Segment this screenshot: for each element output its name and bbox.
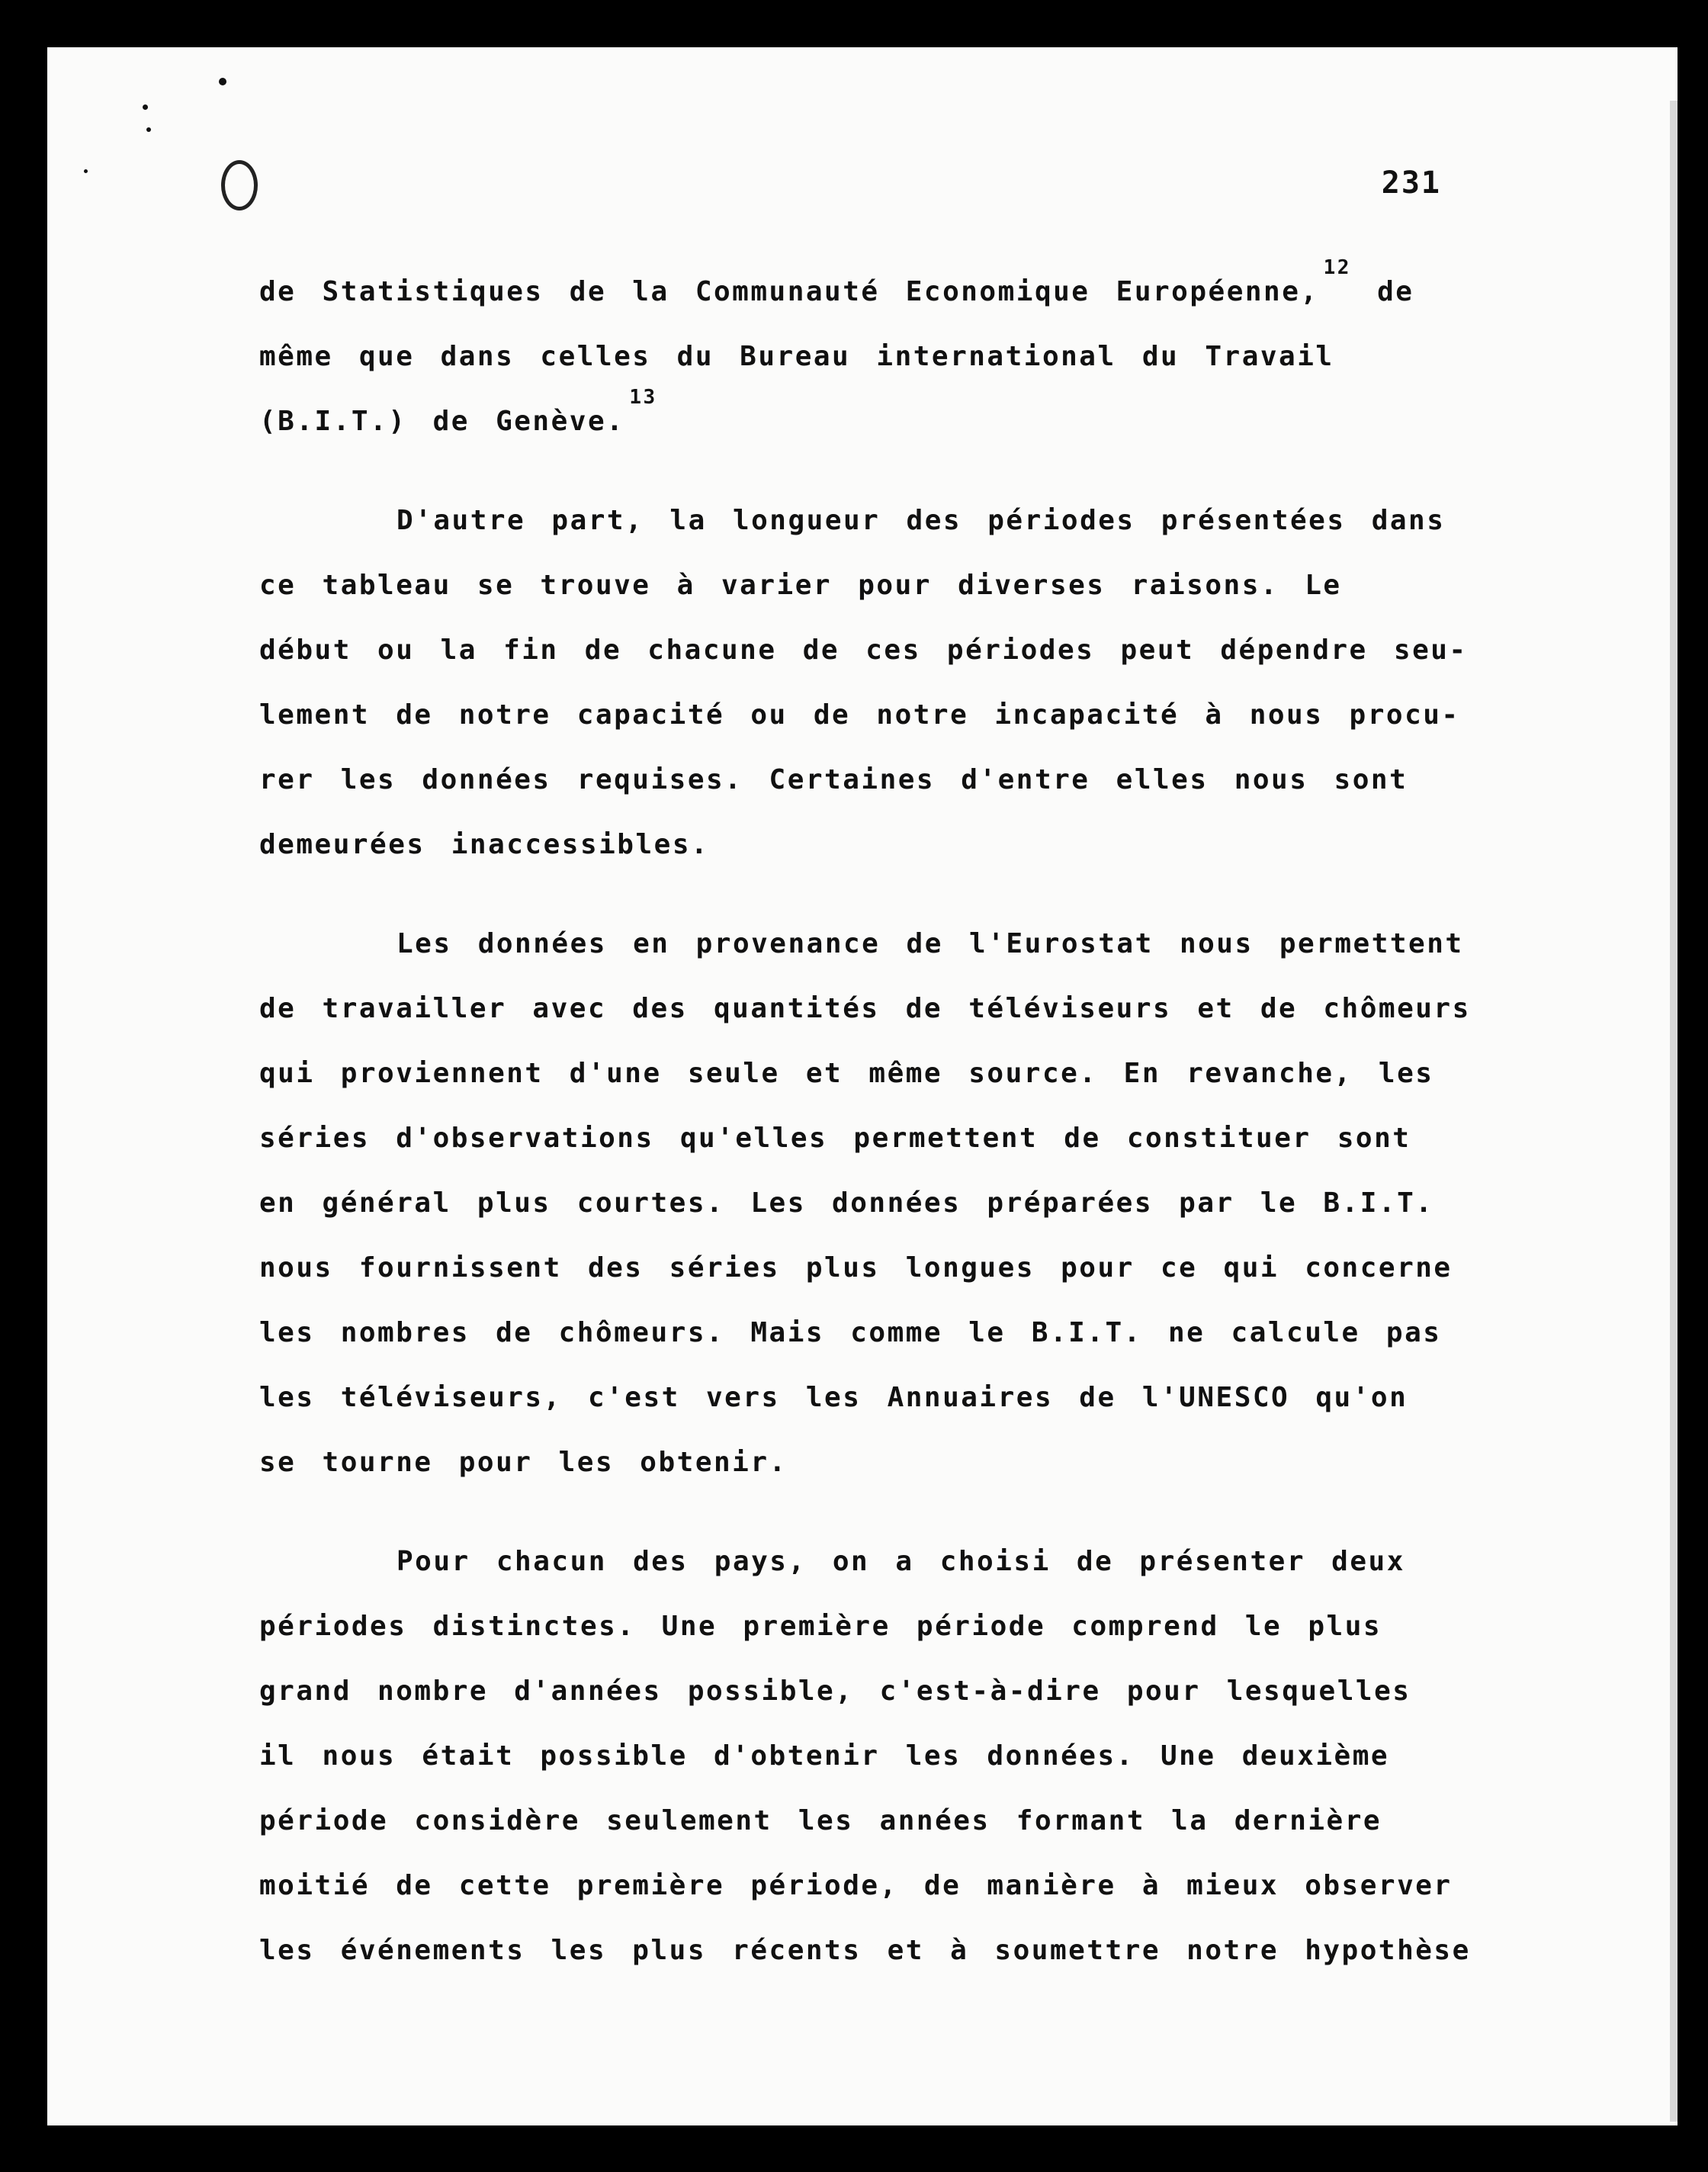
scan-speck: [146, 127, 151, 132]
text-line: les téléviseurs, c'est vers les Annuaires de l'UNESCO qu'on: [259, 1382, 1408, 1413]
text-line: (B.I.T.) de Genève.$^{13}$: [259, 386, 657, 437]
text-line: en général plus courtes. Les données préparées par le B.I.T.: [259, 1187, 1434, 1219]
footnote-ref-13: 13: [629, 386, 657, 409]
text-line: même que dans celles du Bureau international du Travail: [259, 341, 1334, 372]
text-line: lement de notre capacité ou de notre incapacité à nous procu-: [259, 699, 1460, 731]
text-line: grand nombre d'années possible, c'est-à-dire pour lesquelles: [259, 1676, 1411, 1707]
text-line: ce tableau se trouve à varier pour diverses raisons. Le: [259, 570, 1342, 601]
text-line: nous fournissent des séries plus longues pour ce qui concerne: [259, 1252, 1453, 1284]
text-line: demeurées inaccessibles.: [259, 829, 710, 860]
scan-speck: [84, 169, 88, 173]
footnote-ref-12: 12: [1323, 256, 1351, 279]
paragraph-3: [259, 911, 1487, 1495]
paragraph-2: [259, 488, 1487, 877]
scan-speck: [143, 104, 148, 110]
text-line: séries d'observations qu'elles permettent de constituer sont: [259, 1123, 1411, 1154]
sheet-edge: [1670, 101, 1678, 2122]
text-line: Pour chacun des pays, on a choisi de présenter deux: [396, 1546, 1405, 1577]
text-line: moitié de cette première période, de manière à mieux observer: [259, 1870, 1453, 1901]
text-line: D'autre part, la longueur des périodes présentées dans: [396, 505, 1446, 536]
punch-hole-mark: [221, 160, 258, 210]
text-line: les événements les plus récents et à soumettre notre hypothèse: [259, 1935, 1471, 1966]
text-line: Les données en provenance de l'Eurostat nous permettent: [396, 928, 1464, 959]
page-number: 231: [1381, 165, 1441, 201]
text-line: rer les données requises. Certaines d'entre elles nous sont: [259, 764, 1408, 795]
text-line: se tourne pour les obtenir.: [259, 1447, 788, 1478]
scan-speck: [219, 78, 226, 85]
text-line: périodes distinctes. Une première période comprend le plus: [259, 1611, 1382, 1642]
text-line: de Statistiques de la Communauté Economique Européenne,$^{12}$ de: [259, 256, 1414, 307]
body-text: [259, 256, 1487, 1983]
paragraph-4: [259, 1529, 1487, 1983]
text-line: il nous était possible d'obtenir les données. Une deuxième: [259, 1740, 1390, 1772]
text-line: de travailler avec des quantités de téléviseurs et de chômeurs: [259, 993, 1471, 1024]
text-line: période considère seulement les années formant la dernière: [259, 1805, 1382, 1836]
text-line: début ou la fin de chacune de ces périodes peut dépendre seu-: [259, 635, 1468, 666]
text-line: les nombres de chômeurs. Mais comme le B.I.T. ne calcule pas: [259, 1317, 1442, 1348]
text-line: qui proviennent d'une seule et même source. En revanche, les: [259, 1058, 1434, 1089]
paragraph-1: [259, 256, 1487, 454]
